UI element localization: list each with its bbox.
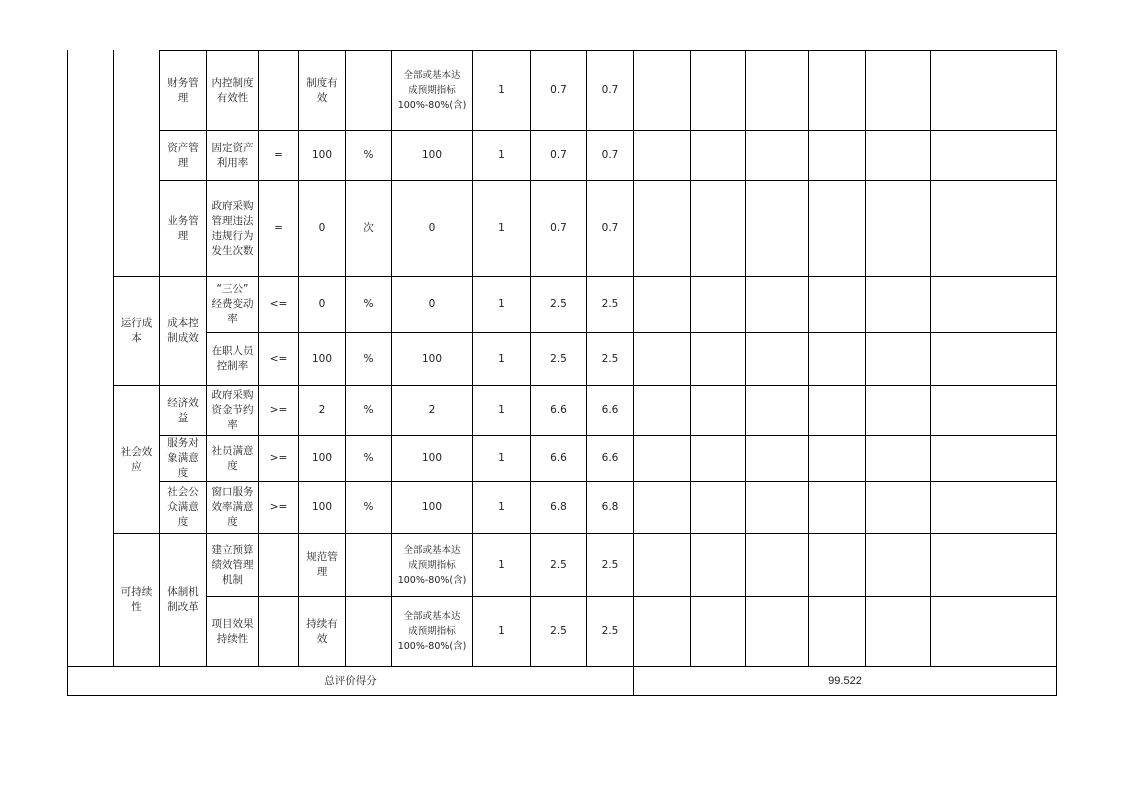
target-cell: 100 — [311, 501, 333, 513]
level3-cell: 固定资产 利用率 — [211, 141, 254, 169]
level2-cell: 资产管 理 — [167, 141, 199, 169]
weight-cell: 1 — [498, 452, 505, 464]
grid-line — [1056, 50, 1057, 696]
operator-cell — [259, 597, 298, 666]
actual-cell: 0 — [428, 222, 436, 234]
target-cell: 规范管 理 — [306, 551, 338, 578]
weight-cell: 1 — [498, 149, 505, 161]
score2-cell: 0.7 — [601, 149, 619, 161]
grid-line — [745, 50, 746, 667]
target-cell: 100 — [311, 352, 333, 365]
grid-line — [930, 50, 931, 667]
grid-line — [865, 50, 866, 667]
operator-cell — [259, 534, 298, 596]
actual-cell: 全部或基本达 成预期指标 100%-80%(含) — [397, 544, 467, 586]
level3-cell: 窗口服务 效率满意 度 — [211, 486, 254, 528]
score-cell: 6.6 — [550, 404, 567, 416]
score2-cell: 6.8 — [601, 501, 619, 513]
grid-line — [633, 50, 634, 696]
score-cell: 2.5 — [550, 625, 567, 637]
score-cell: 6.6 — [550, 452, 567, 464]
unit-cell: % — [363, 452, 374, 464]
operator-cell: = — [274, 149, 283, 161]
operator-cell — [259, 51, 298, 130]
target-cell: 100 — [311, 452, 333, 464]
operator-cell: >= — [269, 501, 288, 513]
operator-cell: >= — [269, 452, 288, 464]
level3-cell: 项目效果 持续性 — [211, 617, 254, 645]
score-cell: 6.8 — [550, 501, 567, 513]
level3-cell: 社员满意 度 — [211, 444, 254, 472]
total-score-label: 总评价得分 — [324, 674, 377, 687]
score-cell: 2.5 — [550, 352, 567, 365]
score-cell: 2.5 — [550, 558, 567, 571]
actual-cell: 100 — [421, 501, 443, 513]
actual-cell: 全部或基本达 成预期指标 100%-80%(含) — [397, 611, 467, 652]
level2-cell: 财务管 理 — [167, 76, 199, 104]
target-cell: 0 — [318, 222, 326, 234]
actual-cell: 0 — [428, 298, 436, 310]
target-cell: 2 — [318, 404, 326, 416]
level1-cell: 运行成 本 — [120, 317, 153, 344]
score-cell: 0.7 — [550, 84, 567, 96]
score-cell: 0.7 — [550, 222, 567, 234]
score2-cell: 2.5 — [601, 298, 619, 310]
level2-cell: 经济效 益 — [167, 396, 199, 424]
level2-cell: 体制机 制改革 — [167, 586, 199, 613]
operator-cell: = — [274, 222, 283, 234]
score2-cell: 6.6 — [601, 404, 619, 416]
operator-cell: <= — [269, 352, 288, 365]
weight-cell: 1 — [498, 625, 505, 637]
level1-cell: 社会效 应 — [120, 445, 153, 473]
unit-cell: % — [363, 501, 374, 513]
actual-cell: 100 — [421, 452, 443, 464]
score2-cell: 2.5 — [601, 558, 619, 571]
weight-cell: 1 — [498, 352, 505, 365]
level3-cell: 建立预算 绩效管理 机制 — [211, 543, 254, 586]
unit-cell: % — [363, 298, 374, 310]
level3-cell: 政府采购 管理违法 违规行为 发生次数 — [211, 199, 254, 257]
weight-cell: 1 — [498, 222, 505, 234]
grid-line — [67, 695, 1057, 696]
score2-cell: 0.7 — [601, 84, 619, 96]
operator-cell: >= — [269, 404, 288, 416]
weight-cell: 1 — [498, 298, 505, 310]
unit-cell: % — [363, 149, 374, 161]
actual-cell: 全部或基本达 成预期指标 100%-80%(含) — [397, 70, 467, 111]
operator-cell: <= — [269, 298, 288, 310]
target-cell: 制度有 效 — [306, 76, 338, 104]
actual-cell: 100 — [421, 352, 443, 365]
level3-cell: 内控制度 有效性 — [211, 76, 254, 104]
unit-cell — [346, 534, 391, 596]
score2-cell: 0.7 — [601, 222, 619, 234]
weight-cell: 1 — [498, 404, 505, 416]
score2-cell: 6.6 — [601, 452, 619, 464]
unit-cell: 次 — [363, 222, 374, 234]
score2-cell: 2.5 — [601, 625, 619, 637]
target-cell: 持续有 效 — [306, 617, 338, 645]
weight-cell: 1 — [498, 558, 505, 571]
level3-cell: 政府采购 资金节约 率 — [211, 389, 254, 431]
level2-cell: 业务管 理 — [167, 214, 199, 242]
target-cell: 0 — [318, 298, 326, 310]
total-score-value: 99.522 — [828, 674, 862, 687]
level2-cell: 服务对 象满意 度 — [167, 437, 199, 479]
grid-line — [808, 50, 809, 667]
grid-line — [690, 50, 691, 667]
unit-cell: % — [363, 404, 374, 416]
score2-cell: 2.5 — [601, 352, 619, 365]
unit-cell: % — [363, 352, 374, 365]
unit-cell — [346, 597, 391, 666]
score-cell: 0.7 — [550, 149, 567, 161]
actual-cell: 100 — [421, 149, 443, 161]
level2-cell: 社会公 众满意 度 — [167, 486, 199, 528]
level3-cell: 在职人员 控制率 — [211, 345, 254, 372]
actual-cell: 2 — [428, 404, 436, 416]
target-cell: 100 — [311, 149, 333, 161]
score-cell: 2.5 — [550, 298, 567, 310]
weight-cell: 1 — [498, 84, 505, 96]
level1-cell: 可持续 性 — [120, 586, 153, 613]
level2-cell: 成本控 制成效 — [167, 317, 199, 344]
unit-cell — [346, 51, 391, 130]
grid-line — [67, 50, 68, 696]
level3-cell: “三公” 经费变动 率 — [211, 283, 254, 325]
weight-cell: 1 — [498, 501, 505, 513]
